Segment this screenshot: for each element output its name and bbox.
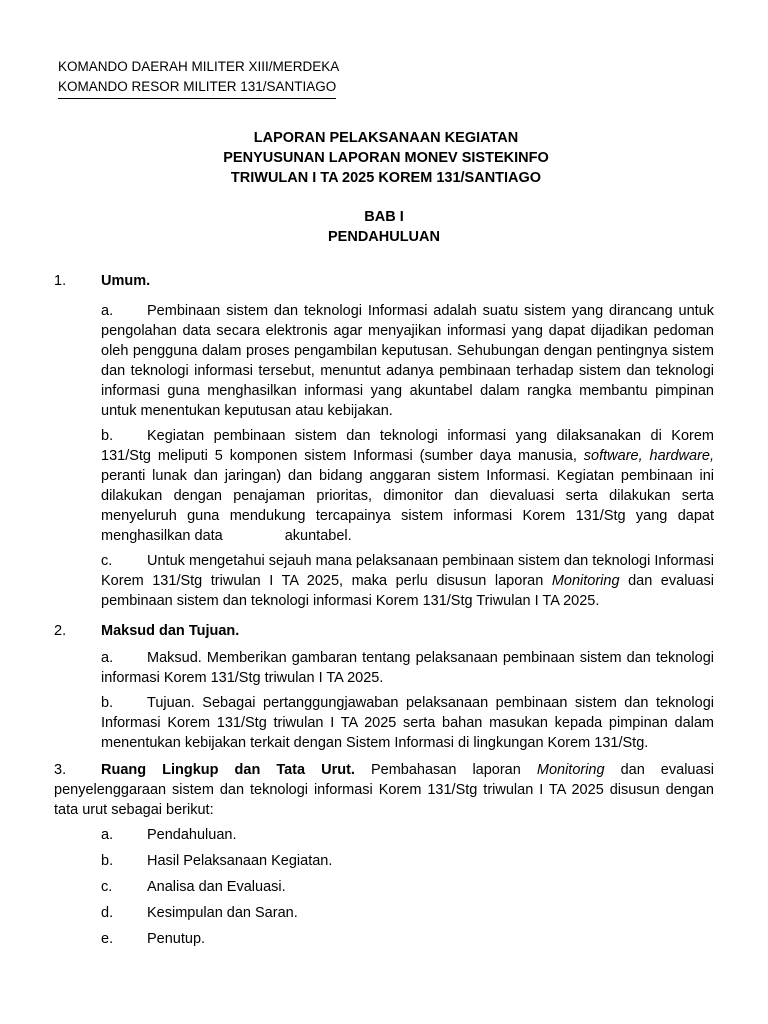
paragraph-2b-text: Tujuan. Sebagai pertanggungjawaban pelaksanaan pembinaan sistem dan teknologi Informasi Korem 131/Stg triwulan I TA 2025 serta bahan masukan kepada pimpinan dalam menentukan kebijakan terkait dengan Sistem Informasi di lingkungan Korem 131/Stg. — [101, 695, 714, 751]
letterhead-line-2: KOMANDO RESOR MILITER 131/SANTIAGO — [58, 77, 336, 99]
paragraph-1b-italic-1: software, — [583, 448, 643, 464]
paragraph-2a — [101, 648, 714, 688]
list-item-text: Hasil Pelaksanaan Kegiatan. — [147, 853, 333, 869]
section-2-title: Maksud dan Tujuan. — [101, 623, 240, 639]
letterhead — [58, 57, 339, 99]
paragraph-1a — [101, 301, 714, 421]
list-item-text: Pendahuluan. — [147, 827, 237, 843]
chapter-title: PENDAHULUAN — [328, 229, 440, 245]
section-3 — [54, 760, 714, 820]
section-2-number: 2. — [54, 623, 67, 639]
section-1-title: Umum. — [101, 273, 151, 289]
section-3-text-1: Pembahasan laporan — [370, 762, 521, 778]
paragraph-1c-text-2: dan evaluasi pembinaan sistem dan teknologi informasi Korem 131/Stg Triwulan I TA 2025. — [101, 573, 715, 609]
list-item-label: a. — [101, 827, 114, 843]
paragraph-1a-label: a. — [101, 303, 114, 319]
list-item — [101, 903, 714, 923]
list-item-label: b. — [101, 853, 114, 869]
letterhead-line-1: KOMANDO DAERAH MILITER XIII/MERDEKA — [58, 59, 340, 74]
paragraph-2a-text: Maksud. Memberikan gambaran tentang pelaksanaan pembinaan sistem dan teknologi informasi Korem 131/Stg triwulan I TA 2025. — [101, 650, 714, 686]
paragraph-1c — [101, 551, 714, 611]
document-body — [54, 271, 714, 949]
section-2 — [54, 621, 714, 641]
section-3-number: 3. — [54, 762, 67, 778]
list-item — [101, 825, 714, 845]
paragraph-1b-label: b. — [101, 428, 114, 444]
chapter-number: BAB I — [364, 209, 404, 225]
list-item — [101, 851, 714, 871]
title-line-1: LAPORAN PELAKSANAAN KEGIATAN — [253, 130, 519, 146]
document-title — [0, 128, 768, 188]
paragraph-1b-text-2: peranti lunak dan jaringan) dan bidang anggaran sistem Informasi. Kegiatan pembinaan ini dilakukan dengan penajaman prioritas, dimonitor dan dievaluasi serta dilakukan serta menyeluruh guna mendukung tercapainya sistem informasi Korem 131/Stg yang dapat menghasilkan data — [101, 468, 714, 544]
list-item-text: Penutup. — [147, 931, 206, 947]
paragraph-2b — [101, 693, 714, 753]
list-item-label: c. — [101, 879, 113, 895]
section-1-number: 1. — [54, 273, 67, 289]
list-item-label: d. — [101, 905, 114, 921]
list-item-text: Kesimpulan dan Saran. — [147, 905, 298, 921]
paragraph-1c-text-1: Untuk mengetahui sejauh mana pelaksanaan pembinaan sistem dan teknologi Informasi Korem 131/Stg triwulan I TA 2025, maka perlu disusun laporan — [101, 553, 714, 589]
paragraph-2b-label: b. — [101, 695, 114, 711]
paragraph-1b — [101, 426, 714, 546]
chapter-heading — [0, 207, 768, 247]
section-1 — [54, 271, 714, 291]
paragraph-1c-italic: Monitoring — [551, 573, 620, 589]
section-3-title: Ruang Lingkup dan Tata Urut. — [101, 762, 355, 778]
paragraph-1c-label: c. — [101, 553, 113, 569]
paragraph-1b-text-3: akuntabel. — [284, 528, 352, 544]
list-item — [101, 929, 714, 949]
section-3-text-2: dan evaluasi penyelenggaraan sistem dan teknologi informasi Korem 131/Stg triwulan I TA 2025 disusun dengan tata urut sebagai berikut: — [54, 762, 715, 818]
paragraph-1b-italic-2: hardware, — [649, 448, 715, 464]
list-item-label: e. — [101, 931, 114, 947]
paragraph-2a-label: a. — [101, 650, 114, 666]
paragraph-1a-text: Pembinaan sistem dan teknologi Informasi adalah suatu sistem yang dirancang untuk pengolahan data secara elektronis agar menyajikan informasi yang dapat dijadikan pedoman oleh pengguna dalam proses pengambilan keputusan. Sehubungan dengan pentingnya sistem dan teknologi informasi tersebut, menuntut adanya pembinaan terhadap sistem dan teknologi informasi guna menghasilkan informasi yang akuntabel dalam rangka membantu pimpinan untuk menentukan keputusan atau kebijakan. — [101, 303, 714, 419]
title-line-2: PENYUSUNAN LAPORAN MONEV SISTEKINFO — [223, 150, 549, 166]
title-line-3: TRIWULAN I TA 2025 KOREM 131/SANTIAGO — [230, 170, 542, 186]
paragraph-1b-text-1: Kegiatan pembinaan sistem dan teknologi informasi yang dilaksanakan di Korem 131/Stg meliputi 5 komponen sistem Informasi (sumber daya manusia, — [101, 428, 714, 464]
list-item — [101, 877, 714, 897]
section-3-italic: Monitoring — [536, 762, 605, 778]
list-item-text: Analisa dan Evaluasi. — [147, 879, 286, 895]
